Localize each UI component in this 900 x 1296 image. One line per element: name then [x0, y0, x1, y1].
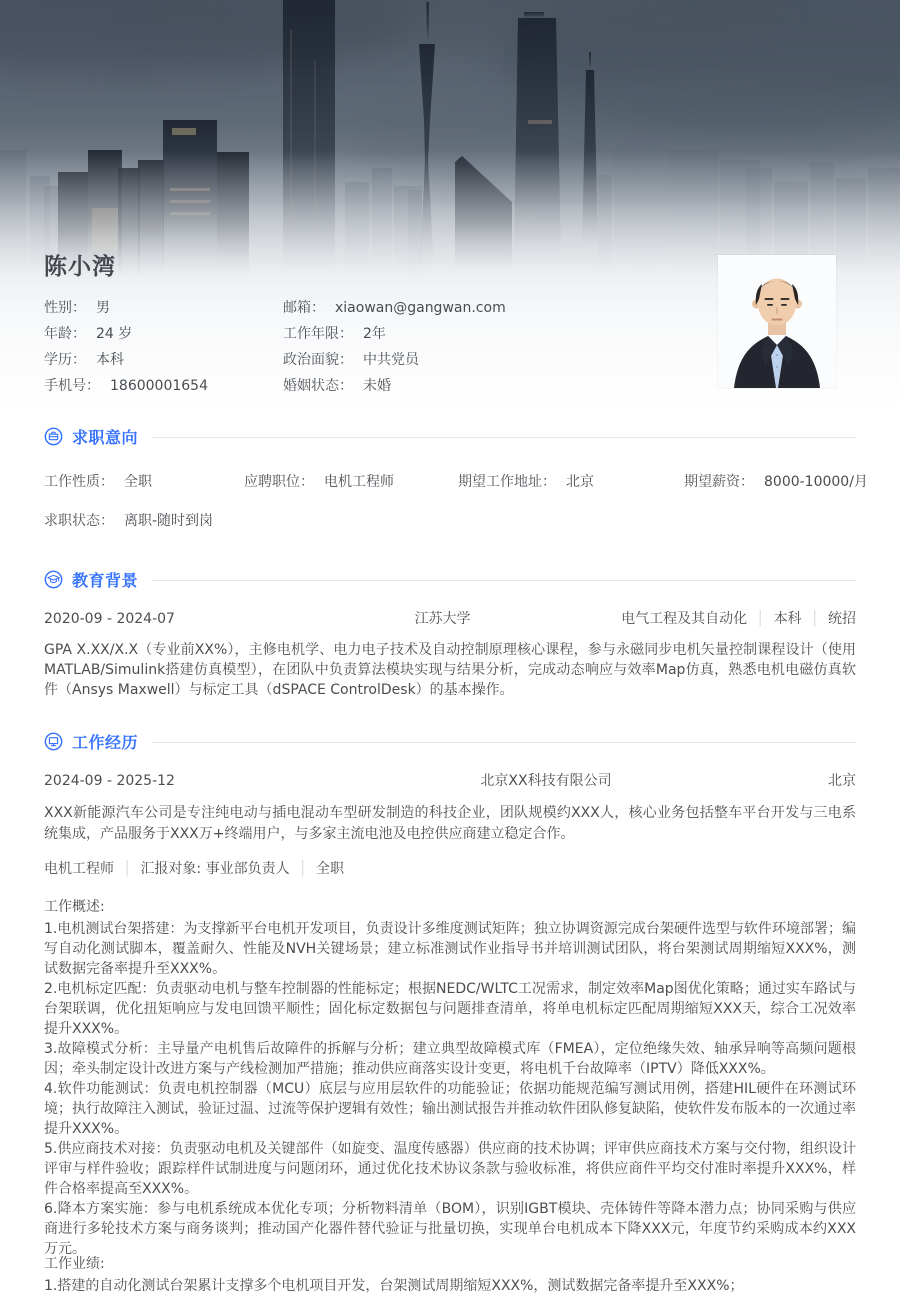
resume-content [44, 410, 868, 1259]
section-divider [152, 580, 856, 581]
info-phone: 手机号： 18600001654 [44, 378, 208, 394]
section-divider [152, 742, 856, 743]
graduation-cap-icon [44, 570, 63, 589]
info-email: 邮箱： xiaowan@gangwan.com [283, 300, 506, 316]
info-work-years: 工作年限： 2年 [283, 326, 386, 342]
work-company: 北京XX科技有限公司 [480, 773, 612, 789]
section-title-work: 工作经历 [72, 732, 139, 752]
education-period: 2020-09 - 2024-07 [44, 611, 175, 627]
work-location: 北京 [828, 773, 856, 789]
profile-photo-image [718, 255, 836, 388]
work-overview-label: 工作概述: [44, 899, 105, 915]
section-education-header [44, 569, 856, 589]
job-title-row [44, 858, 856, 878]
education-row [44, 608, 856, 628]
field-target-position: 应聘职位： 电机工程师 [244, 474, 394, 490]
field-job-nature: 工作性质： 全职 [44, 474, 152, 490]
separator: │ [810, 611, 819, 627]
section-job-intention-header [44, 426, 856, 446]
separator: │ [123, 861, 132, 877]
duty-item: 4.软件功能测试：负责电机控制器（MCU）底层与应用层软件的功能验证；依据功能规范编写测试用例，搭建HIL硬件在环测试环境；执行故障注入测试，验证过温、过流等保护逻辑有效性；输出测试报告并推动软件团队修复缺陷，使软件发布版本的一次通过率提升XXX%。 [44, 1081, 856, 1137]
duty-item: 5.供应商技术对接：负责驱动电机及关键部件（如旋变、温度传感器）供应商的技术协调；评审供应商技术方案与交付物，组织设计评审与样件验收；跟踪样件试制进度与问题闭环，通过优化技术协议条款与验收标准，将供应商件平均交付准时率提升XXX%，样件合格率提高至XXX%。 [44, 1141, 856, 1197]
candidate-name: 陈小湾 [44, 254, 116, 280]
duty-item: 2.电机标定匹配：负责驱动电机与整车控制器的性能标定；根据NEDC/WLTC工况需求，制定效率Map图优化策略；通过实车路试与台架联调，优化扭矩响应与发电回馈平顺性；固化标定数据包与问题排查清单，将单电机标定匹配周期缩短XXX天，综合工况效率提升XXX%。 [44, 981, 856, 1037]
separator: │ [298, 861, 308, 877]
education-school: 江苏大学 [414, 611, 471, 627]
info-marital-status: 婚姻状态： 未婚 [283, 378, 391, 394]
duty-item: 3.故障模式分析：主导量产电机售后故障件的拆解与分析；建立典型故障模式库（FMEA），定位绝缘失效、轴承异响等高频问题根因；牵头制定设计改进方案与产线检测加严措施；推动供应商落实设计变更，将电机千台故障率（IPTV）降低XXX%。 [44, 1041, 856, 1077]
header-banner [0, 0, 900, 410]
separator: │ [756, 611, 765, 627]
field-target-location: 期望工作地址： 北京 [458, 474, 594, 490]
field-expected-salary: 期望薪资： 8000-10000/月 [684, 474, 868, 490]
education-degree: 本科 [773, 611, 802, 627]
info-political-status: 政治面貌： 中共党员 [283, 352, 419, 368]
section-divider [152, 437, 856, 438]
briefcase-icon [44, 427, 63, 446]
job-title: 电机工程师 [44, 861, 114, 877]
education-description: GPA X.XX/X.X（专业前XX%），主修电机学、电力电子技术及自动控制原理核心课程，参与永磁同步电机矢量控制课程设计（使用MATLAB/Simulink搭建仿真模型），在团队中负责算法模块实现与结果分析，完成动态响应与效率Map仿真，熟悉电机电磁仿真软件（Ansys Maxwell）与标定工具（dSPACE ControlDesk）的基本操作。 [44, 642, 856, 698]
employment-type: 全职 [316, 861, 345, 877]
section-title-education: 教育背景 [72, 570, 139, 590]
info-education: 学历： 本科 [44, 352, 124, 368]
info-age: 年龄： 24 岁 [44, 326, 133, 342]
section-title-job-intention: 求职意向 [72, 427, 139, 447]
profile-photo [718, 255, 836, 388]
info-gender: 性别： 男 [44, 300, 110, 316]
work-period: 2024-09 - 2025-12 [44, 773, 175, 789]
work-row [44, 770, 856, 790]
education-major: 电气工程及其自动化 [621, 611, 748, 627]
education-admission: 统招 [828, 611, 856, 627]
duty-list [44, 919, 856, 1259]
work-performance-clipped-line: 1.搭建的自动化测试台架累计支撑多个电机项目开发，台架测试周期缩短XXX%，测试数据完备率提升至XXX%； [44, 1278, 744, 1294]
duty-item: 1.电机测试台架搭建：为支撑新平台电机开发项目，负责设计多维度测试矩阵；独立协调资源完成台架硬件选型与软件环境部署；编写自动化测试脚本，覆盖耐久、性能及NVH关键场景；建立标准测试作业指导书并培训测试团队，将台架测试周期缩短XXX%，测试数据完备率提升至XXX%。 [44, 921, 856, 977]
report-line: 汇报对象: 事业部负责人 [140, 861, 290, 877]
basic-info-grid [44, 294, 684, 398]
field-job-status: 求职状态： 离职-随时到岗 [44, 513, 214, 529]
section-work-header [44, 731, 856, 751]
work-performance-label: 工作业绩: [44, 1256, 105, 1272]
job-intention-row [44, 471, 868, 491]
education-meta [621, 608, 856, 628]
monitor-icon [44, 732, 63, 751]
company-intro: XXX新能源汽车公司是专注纯电动与插电混动车型研发制造的科技企业，团队规模约XXX人，核心业务包括整车平台开发与三电系统集成，产品服务于XXX万+终端用户，与多家主流电池及电控供应商建立稳定合作。 [44, 805, 856, 842]
duty-item: 6.降本方案实施：参与电机系统成本优化专项；分析物料清单（BOM），识别IGBT模块、壳体铸件等降本潜力点；协同采购与供应商进行多轮技术方案与商务谈判；推动国产化器件替代验证与批量切换，实现单台电机成本下降XXX元，年度节约采购成本约XXX万元。 [44, 1201, 856, 1257]
